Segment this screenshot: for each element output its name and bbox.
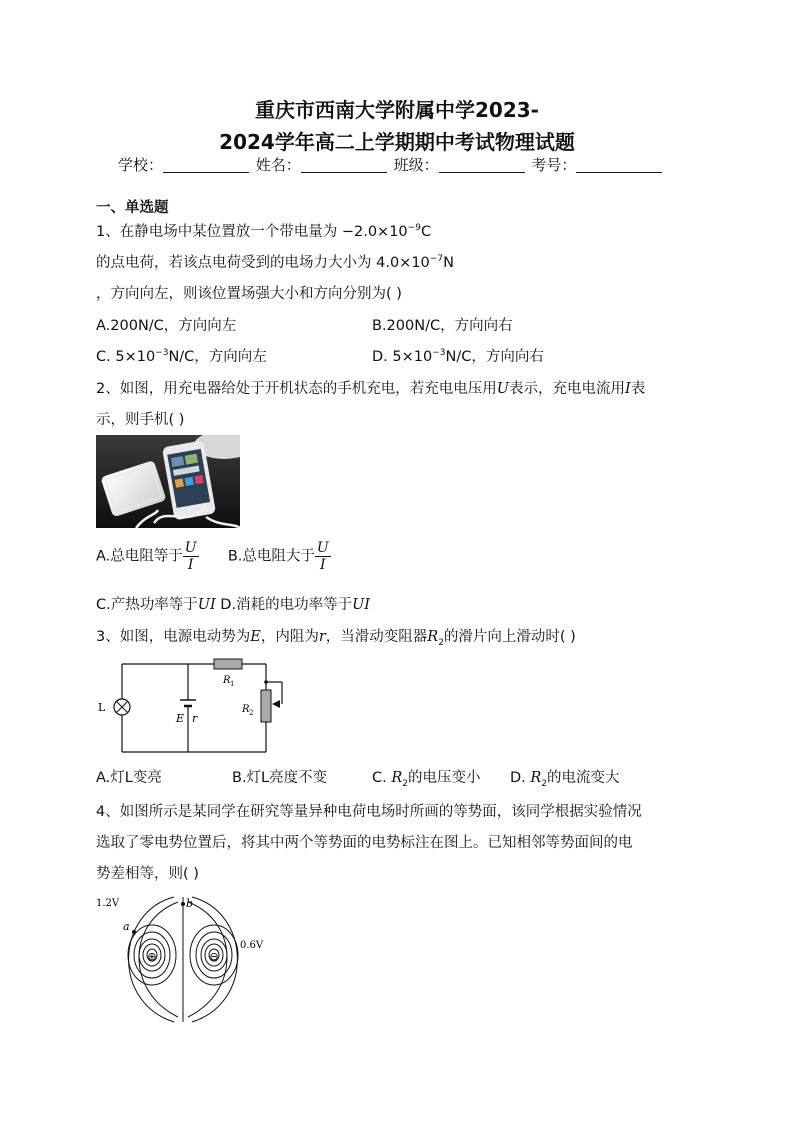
equipotential-diagram <box>96 892 276 1027</box>
section-heading: 一、单选题 <box>96 200 169 216</box>
exam-number-label: 考号： <box>531 156 577 174</box>
q1-option-c-exponent: −3 <box>155 348 169 359</box>
page-title-line1: 重庆市西南大学附属中学2023- <box>255 98 539 122</box>
q2-symbol-u: U <box>496 381 509 397</box>
q1-line3: ，方向向左，则该位置场强大小和方向分别为( ) <box>96 286 402 302</box>
q3-symbol-r: r <box>318 629 326 645</box>
point-b-label: b <box>186 897 194 910</box>
q2-option-b: B.总电阻大于 <box>227 548 315 565</box>
q4-line1: 4、如图所示是某同学在研究等量异种电荷电场时所画的等势面，该同学根据实验情况 <box>96 804 642 820</box>
point-a-label: a <box>123 920 130 933</box>
school-blank <box>163 158 249 173</box>
q4-line3: 势差相等，则( ) <box>96 866 199 882</box>
q1-option-a: A.200N/C，方向向左 <box>96 318 237 334</box>
q3-text: ，内阻为 <box>260 629 319 645</box>
q1-option-d-exponent: −3 <box>432 348 446 359</box>
r2-label: R <box>242 704 250 715</box>
q2-symbol-ui: UI <box>197 597 216 613</box>
point-a <box>132 930 136 934</box>
potential-label-2: 0.6V <box>240 940 264 951</box>
q1-text: 1、在静电场中某位置放一个带电量为 −2.0×10 <box>96 224 408 240</box>
circuit-diagram <box>96 652 296 754</box>
q3-option-b: B.灯L亮度不变 <box>232 770 328 786</box>
q3-text: 3、如图，电源电动势为 <box>96 629 251 645</box>
q2-options-cd <box>96 593 370 614</box>
class-label: 班级： <box>393 156 439 174</box>
lamp-label: L <box>98 701 106 714</box>
r2-subscript: 2 <box>249 709 254 717</box>
q3-option-d <box>510 766 620 789</box>
q3-symbol-e: E <box>250 629 261 645</box>
resistor-r2 <box>261 690 271 722</box>
q1-option-c <box>96 345 267 366</box>
slider-arrow <box>272 700 280 708</box>
fraction-denominator: I <box>187 557 194 573</box>
q3-subscript: 2 <box>402 778 408 789</box>
student-info-row <box>118 154 678 175</box>
exam-number-blank <box>576 158 662 173</box>
q1-exponent: −7 <box>429 254 444 265</box>
fraction-u-over-i <box>183 540 199 573</box>
q1-option-c-text: N/C，方向向左 <box>168 349 267 365</box>
q1-exponent: −9 <box>407 223 421 234</box>
q2-option-c: C.产热功率等于 <box>96 597 198 613</box>
q3-option-d-text: 的电流变大 <box>547 770 620 786</box>
resistor-r1 <box>214 659 242 669</box>
page-title-line2: 2024学年高二上学期期中考试物理试题 <box>219 130 575 154</box>
q3-symbol-r2: R <box>391 770 403 786</box>
q2-option-a: A.总电阻等于 <box>96 548 183 565</box>
q1-option-d <box>372 345 544 366</box>
q1-unit: N <box>443 255 454 271</box>
fraction-numerator: U <box>316 540 329 556</box>
point-b <box>181 902 185 906</box>
q2-option-d: D.消耗的电功率等于 <box>220 597 353 613</box>
class-blank <box>439 158 525 173</box>
q3-option-c-text: C. <box>372 770 392 786</box>
q3-subscript: 2 <box>438 637 444 648</box>
q2-text: 2、如图，用充电器给处于开机状态的手机充电，若充电电压用 <box>96 381 497 397</box>
q3-option-c-text: 的电压变小 <box>408 770 481 786</box>
q3-option-c <box>372 766 481 789</box>
q3-option-d-text: D. <box>510 770 531 786</box>
positive-charge-icon: ⊕ <box>147 950 157 963</box>
q2-symbol-ui: UI <box>352 597 371 613</box>
r1-label: R <box>223 675 231 686</box>
phone-charging-photo <box>96 435 240 528</box>
q2-line1 <box>96 377 645 398</box>
q1-option-c-text: C. 5×10 <box>96 349 156 365</box>
r1-subscript: 1 <box>230 680 235 688</box>
name-blank <box>301 158 387 173</box>
q1-unit: C <box>420 224 432 240</box>
fraction-numerator: U <box>184 540 197 556</box>
q3-text: 的滑片向上滑动时( ) <box>443 629 576 645</box>
q4-line2: 选取了零电势位置后，将其中两个等势面的电势标注在图上。已知相邻等势面间的电 <box>96 835 633 851</box>
q2-text: 表 <box>630 381 646 397</box>
potential-label-1: 1.2V <box>96 898 120 909</box>
internal-r-label: r <box>192 712 198 725</box>
q1-option-d-text: N/C，方向向右 <box>445 349 544 365</box>
q2-symbol-i: I <box>624 381 631 397</box>
q2-line2: 示，则手机( ) <box>96 412 185 428</box>
q3-line1 <box>96 625 576 648</box>
q2-text: 表示，充电电流用 <box>508 381 625 397</box>
q2-options-ab <box>96 540 331 573</box>
q3-symbol-r2: R <box>530 770 542 786</box>
q3-options <box>96 766 162 787</box>
name-label: 姓名： <box>255 156 301 174</box>
emf-label: E <box>176 712 185 725</box>
lamp-icon <box>114 699 130 715</box>
fraction-u-over-i <box>315 540 331 573</box>
q1-option-b: B.200N/C，方向向右 <box>372 318 513 334</box>
q3-symbol-r2: R <box>427 629 439 645</box>
q1-line2 <box>96 251 454 272</box>
q1-line1 <box>96 220 431 241</box>
fraction-denominator: I <box>320 557 326 573</box>
q3-subscript: 2 <box>541 778 548 789</box>
negative-charge-icon: ⊖ <box>209 950 219 963</box>
q3-option-a: A.灯L变亮 <box>96 770 162 786</box>
school-label: 学校： <box>118 156 164 174</box>
q3-text: ，当滑动变阻器 <box>325 629 428 645</box>
q1-text: 的点电荷，若该点电荷受到的电场力大小为 4.0×10 <box>96 255 430 271</box>
q1-option-d-text: D. 5×10 <box>372 349 433 365</box>
